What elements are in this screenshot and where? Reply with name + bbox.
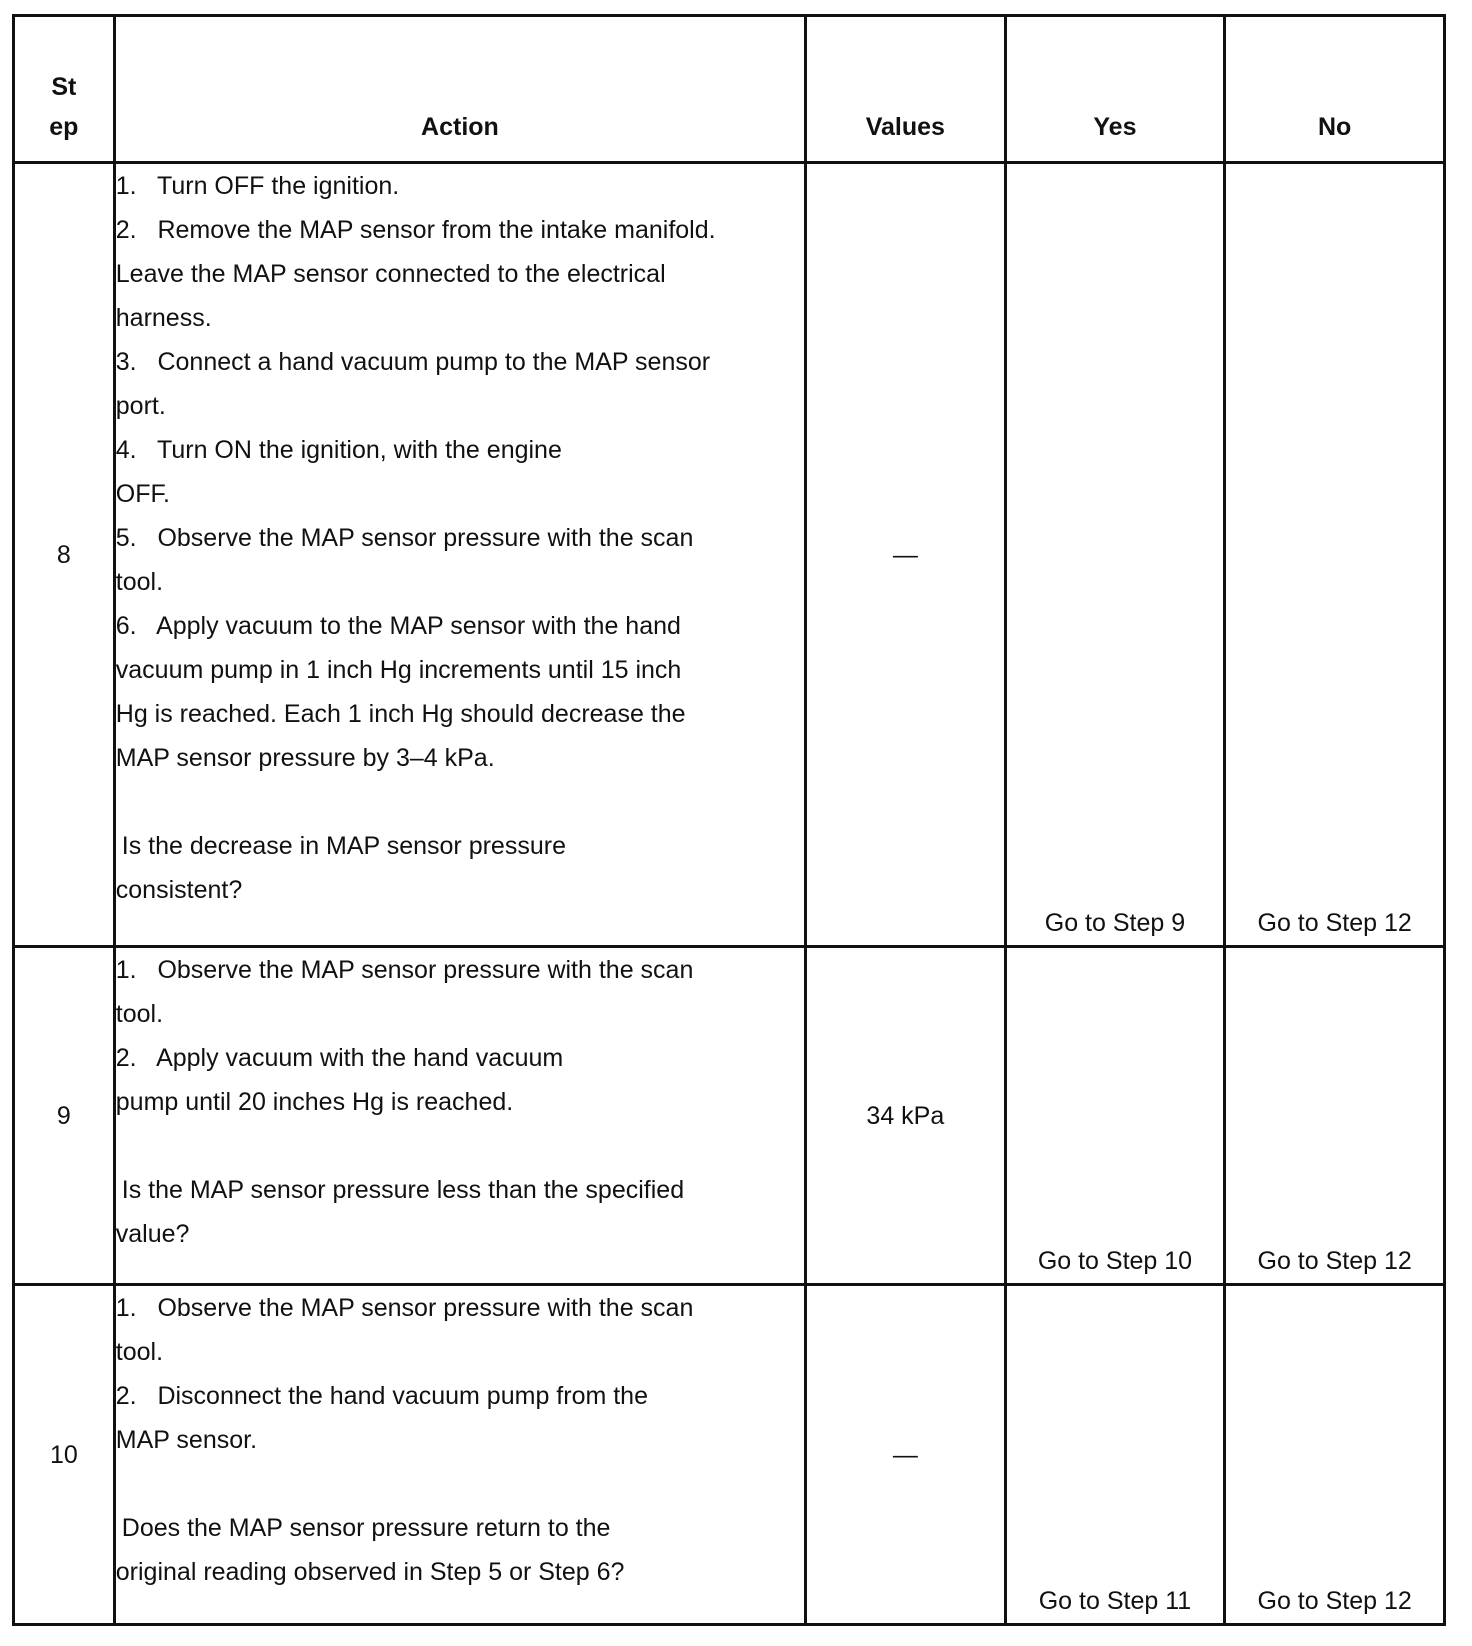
- no-link[interactable]: Go to Step 12: [1257, 909, 1412, 937]
- action-step: 2. Disconnect the hand vacuum pump from the MAP sensor.: [115, 1382, 648, 1454]
- no-link[interactable]: Go to Step 12: [1257, 1247, 1412, 1275]
- action-step: 2. Apply vacuum with the hand vacuum pump until 20 inches Hg is reached.: [115, 1044, 564, 1116]
- yes-link[interactable]: Go to Step 10: [1037, 1247, 1193, 1275]
- header-no: No: [1225, 16, 1445, 163]
- action-cell: [114, 1285, 805, 1625]
- action-cell: [114, 163, 805, 947]
- action-question: Does the MAP sensor pressure return to the original reading observed in Step 5 or Step 6?: [115, 1514, 625, 1586]
- diagnostic-table: [12, 14, 1446, 1626]
- action-question: Is the decrease in MAP sensor pressure consistent?: [115, 832, 566, 904]
- value-cell: 34 kPa: [806, 947, 1006, 1285]
- action-step: 1. Observe the MAP sensor pressure with the scan tool.: [115, 956, 694, 1028]
- step-number: 9: [14, 947, 115, 1285]
- action-step: 3. Connect a hand vacuum pump to the MAP sensor port.: [115, 348, 711, 420]
- no-link[interactable]: Go to Step 12: [1257, 1587, 1412, 1615]
- header-row: [14, 16, 1445, 163]
- step-number: 8: [14, 163, 115, 947]
- action-step: 6. Apply vacuum to the MAP sensor with the hand vacuum pump in 1 inch Hg increments until 15 inch Hg is reached. Each 1 inch Hg should decrease the MAP sensor pressure by 3–4 kPa.: [115, 612, 686, 772]
- table-row: [14, 947, 1445, 1285]
- action-step: 5. Observe the MAP sensor pressure with the scan tool.: [115, 524, 694, 596]
- value-cell: —: [806, 163, 1006, 947]
- yes-link[interactable]: Go to Step 11: [1038, 1587, 1192, 1615]
- no-cell: [1225, 1285, 1445, 1625]
- table-row: [14, 163, 1445, 947]
- header-action: Action: [114, 16, 805, 163]
- table-row: [14, 1285, 1445, 1625]
- step-number: 10: [14, 1285, 115, 1625]
- action-step: 1. Observe the MAP sensor pressure with the scan tool.: [115, 1294, 694, 1366]
- action-question: Is the MAP sensor pressure less than the specified value?: [115, 1176, 685, 1248]
- yes-cell: [1005, 947, 1225, 1285]
- action-step: 2. Remove the MAP sensor from the intake manifold. Leave the MAP sensor connected to the electrical harness.: [115, 216, 716, 332]
- value-cell: —: [806, 1285, 1006, 1625]
- header-yes: Yes: [1005, 16, 1225, 163]
- yes-cell: [1005, 163, 1225, 947]
- action-step: 1. Turn OFF the ignition.: [115, 172, 400, 200]
- header-step: St ep: [14, 16, 115, 163]
- action-step: 4. Turn ON the ignition, with the engine OFF.: [115, 436, 562, 508]
- no-cell: [1225, 947, 1445, 1285]
- no-cell: [1225, 163, 1445, 947]
- header-values: Values: [806, 16, 1006, 163]
- yes-link[interactable]: Go to Step 9: [1044, 909, 1186, 937]
- yes-cell: [1005, 1285, 1225, 1625]
- action-cell: [114, 947, 805, 1285]
